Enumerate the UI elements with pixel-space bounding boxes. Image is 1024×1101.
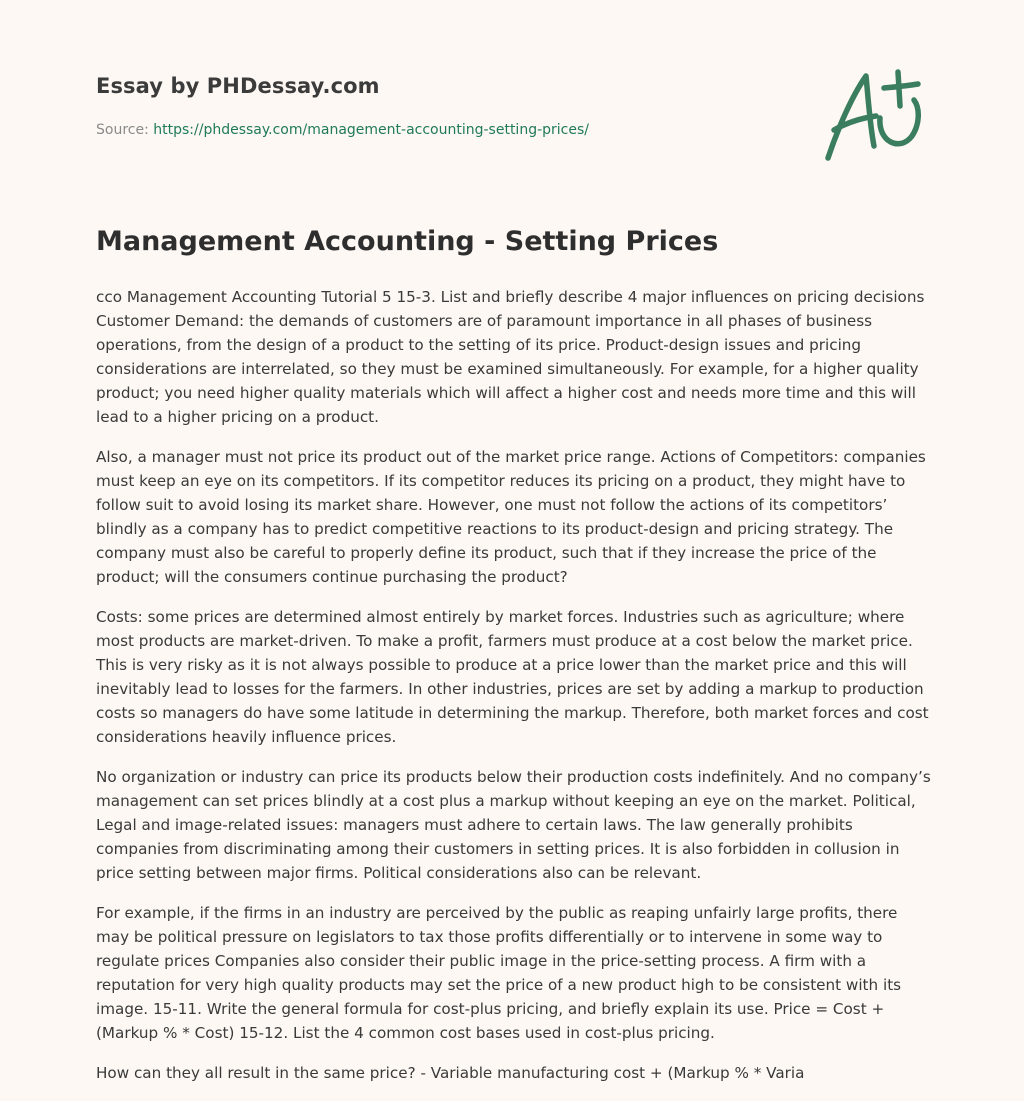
essay-title: Management Accounting - Setting Prices	[96, 226, 719, 257]
essay-paragraph: cco Management Accounting Tutorial 5 15-3. List and briefly describe 4 major influences on pricing decisions Customer Demand: the demands of customers are of paramount importance in all phases of business operations, from the design of a product to the setting of its price. Product-design issues and pricing considerations are interrelated, so they must be examined simultaneously. For example, for a higher quality product; you need higher quality materials which will affect a higher cost and needs more time and this will lead to a higher pricing on a product.	[96, 288, 925, 426]
site-title: Essay by PHDessay.com	[96, 74, 380, 98]
essay-paragraph: Costs: some prices are determined almost entirely by market forces. Industries such as agriculture; where most products are market-driven. To make a profit, farmers must produce at a cost below the market price. This is very risky as it is not always possible to produce at a price lower than the market price and this will inevitably lead to losses for the farmers. In other industries, prices are set by adding a markup to production costs so managers do have some latitude in determining the markup. Therefore, both market forces and cost considerations heavily influence prices.	[96, 608, 929, 746]
essay-body	[96, 285, 932, 1101]
source-link[interactable]: https://phdessay.com/management-accounting-setting-prices/	[153, 122, 589, 138]
essay-paragraph: No organization or industry can price its products below their production costs indefinitely. And no company’s management can set prices blindly at a cost plus a markup without keeping an eye on the market. Political, Legal and image-related issues: managers must adhere to certain laws. The law generally prohibits companies from discriminating among their customers in setting prices. It is also forbidden in collusion in price setting between major firms. Political considerations also can be relevant.	[96, 768, 931, 882]
a-plus-logo-icon	[820, 66, 930, 166]
essay-header	[96, 74, 796, 138]
essay-paragraph: How can they all result in the same price? - Variable manufacturing cost + (Markup % * Varia	[96, 1064, 805, 1082]
source-label: Source:	[96, 122, 149, 138]
essay-paragraph: Also, a manager must not price its product out of the market price range. Actions of Competitors: companies must keep an eye on its competitors. If its competitor reduces its pricing on a product, they might have to follow suit to avoid losing its market share. However, one must not follow the actions of its competitors’ blindly as a company has to predict competitive reactions to its product-design and pricing strategy. The company must also be careful to properly define its product, such that if they increase the price of the product; will the consumers continue purchasing the product?	[96, 448, 926, 586]
essay-paragraph: For example, if the firms in an industry are perceived by the public as reaping unfairly large profits, there may be political pressure on legislators to tax those profits differentially or to intervene in some way to regulate prices Companies also consider their public image in the price-setting process. A firm with a reputation for very high quality products may set the price of a new product high to be consistent with its image. 15-11. Write the general formula for cost-plus pricing, and briefly explain its use. Price = Cost + (Markup % * Cost) 15-12. List the 4 common cost bases used in cost-plus pricing.	[96, 904, 902, 1042]
source-line	[96, 122, 796, 138]
